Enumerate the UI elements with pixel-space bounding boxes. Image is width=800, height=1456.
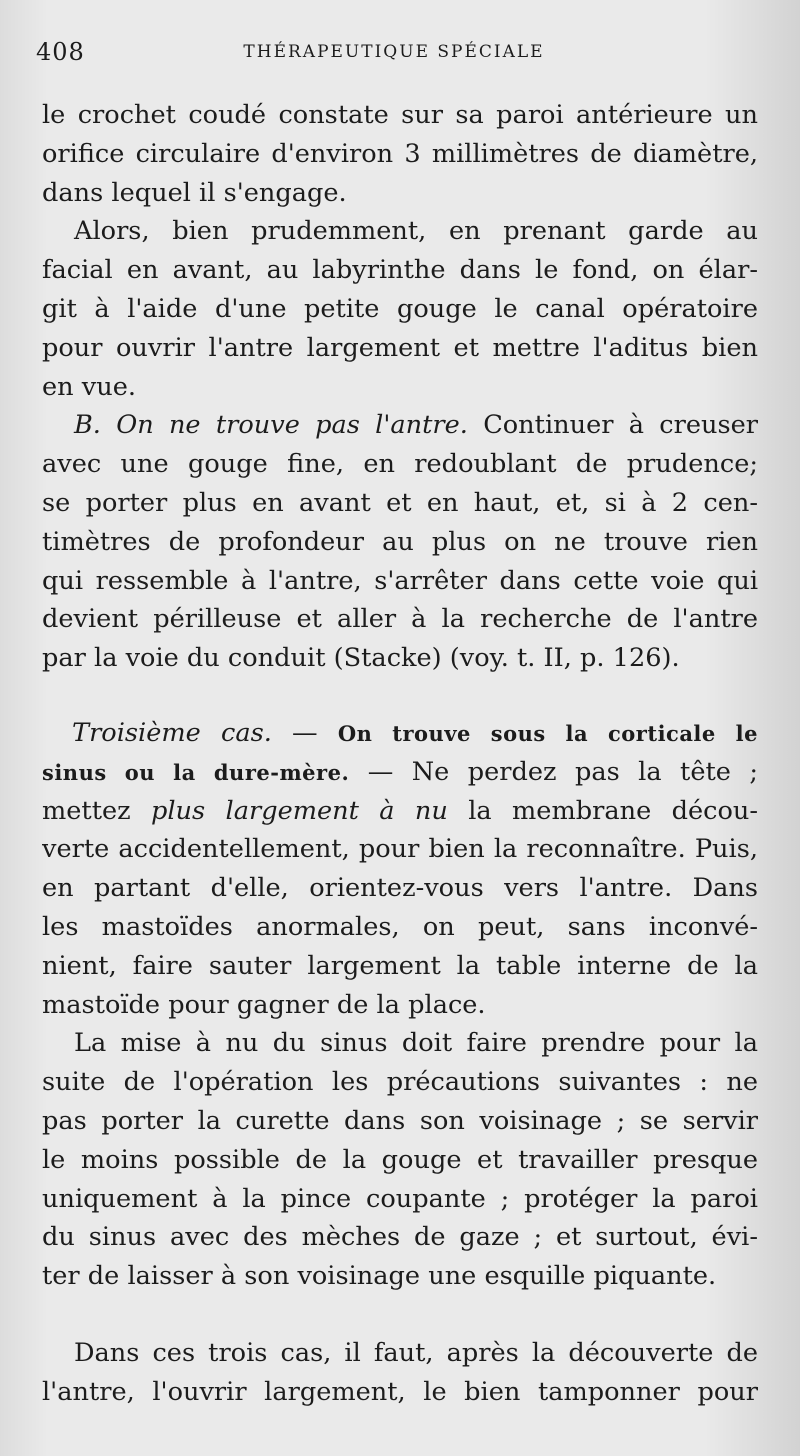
text-line: La mise à nu du sinus doit faire prendre pour la [74,1028,758,1059]
bold-heading: sinus ou la dure-mère. [42,759,350,785]
page-header [36,38,752,78]
text-line: en vue. [42,371,136,402]
text-line: git à l'aide d'une petite gouge le canal opératoire [42,293,758,324]
text-line: avec une gouge fine, en redoublant de prudence; [42,449,758,480]
text-line: par la voie du conduit (Stacke) (voy. t. II, p. 126). [42,643,680,674]
dash: — [271,718,338,748]
case-title: Troisième cas. [72,718,272,748]
text-line: suite de l'opération les précautions suivantes : ne [42,1067,758,1098]
paragraph-block-2 [42,714,758,1296]
text-line: nient, faire sauter largement la table interne de la [42,950,758,981]
text-line [42,406,758,445]
text-line: le moins possible de la gouge et travailler presque [42,1144,758,1175]
text-line [42,714,758,753]
text-line: facial en avant, au labyrinthe dans le fond, on élar- [42,255,758,286]
paragraph-block-1 [42,96,758,678]
paragraph-block-3 [42,1334,758,1412]
running-title: THÉRAPEUTIQUE SPÉCIALE [243,42,545,62]
text-line [42,753,758,792]
page-number: 408 [36,38,85,66]
text-line: du sinus avec des mèches de gaze ; et surtout, évi- [42,1222,758,1253]
text-line: qui ressemble à l'antre, s'arrêter dans cette voie qui [42,565,758,596]
text-line: en partant d'elle, orientez-vous vers l'antre. Dans [42,873,758,904]
text-fragment: — Ne perdez pas la tête ; [349,756,758,787]
text-line: les mastoïdes anormales, on peut, sans inconvé- [42,911,758,942]
bold-heading: On trouve sous la corticale le [337,721,758,746]
text-line: orifice circulaire d'environ 3 millimètres de diamètre, [42,138,758,169]
text-line: ter de laisser à son voisinage une esquille piquante. [42,1261,717,1292]
text-line: verte accidentellement, pour bien la reconnaître. Puis, [42,834,758,865]
subsection-b-heading: B. On ne trouve pas l'antre. [74,410,468,441]
text-line: uniquement à la pince coupante ; protéger la paroi [42,1183,758,1214]
text-fragment: mettez [42,795,151,826]
emphasis: plus largement à nu [150,795,448,826]
text-line: le crochet coudé constate sur sa paroi antérieure un [42,100,758,130]
text-line: pas porter la curette dans son voisinage ; se servir [42,1105,758,1136]
text-line: mastoïde pour gagner de la place. [42,989,486,1020]
text-line: l'antre, l'ouvrir largement, le bien tamponner pour [42,1376,758,1407]
text-line: se porter plus en avant et en haut, et, si à 2 cen- [42,487,758,518]
text-line: Alors, bien prudemment, en prenant garde au [74,216,758,247]
text-fragment: la membrane décou- [447,795,758,826]
text-line: dans lequel il s'engage. [42,177,347,208]
text-line: devient périlleuse et aller à la recherche de l'antre [42,604,758,635]
text-line: pour ouvrir l'antre largement et mettre l'aditus bien [42,332,758,363]
text-line [42,792,758,831]
text-fragment: Continuer à creuser [483,410,758,441]
text-line: timètres de profondeur au plus on ne trouve rien [42,526,758,557]
text-line: Dans ces trois cas, il faut, après la découverte de [74,1338,758,1368]
